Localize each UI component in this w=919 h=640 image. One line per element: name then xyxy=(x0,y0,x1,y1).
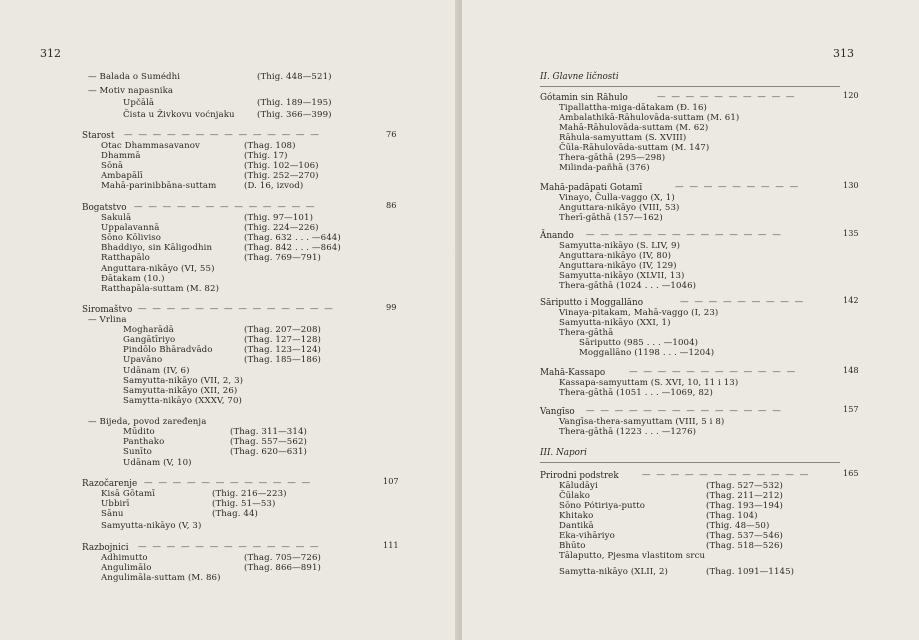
section-title: Prirodni podstrek xyxy=(540,471,619,481)
entry-line: Vinayo, Čulla-vaggo (X, 1) xyxy=(559,193,675,203)
entry-line: Moggallāno (1198 . . . —1204) xyxy=(579,348,715,358)
section-title: Sāriputto i Moggallāno xyxy=(540,298,644,308)
entry-line: Anguttara-nikāyo (IV, 129) xyxy=(559,261,677,271)
leader-dashes: — — — — — — — — — — — — xyxy=(629,367,797,377)
entry-name: Sunīto xyxy=(123,447,152,457)
leader-dashes: — — — — — — — — — — — — xyxy=(642,470,810,480)
entry-line: Samytta-nikāyo (XXXV, 70) xyxy=(123,396,242,406)
entry-line: Ratthapāla-suttam (M. 82) xyxy=(101,284,220,294)
entry-name: Čūlako xyxy=(559,491,590,501)
entry-line: Milinda-pañhā (376) xyxy=(559,163,650,173)
entry-ref: (Thig. 366—399) xyxy=(257,110,332,120)
entry-line: Thera-gāthā xyxy=(559,328,614,338)
entry-line: Anguttara-nikāyo (VI, 55) xyxy=(101,264,215,274)
entry-name: Kāludāyi xyxy=(559,481,598,491)
section-page: 76 xyxy=(386,129,397,139)
entry-ref: (Thig. 448—521) xyxy=(257,72,332,82)
entry-ref: (Thag. 557—562) xyxy=(230,437,307,447)
entry-name: Sōno Kōliviso xyxy=(101,233,162,243)
entry-name: Angulimālo xyxy=(101,563,152,573)
section-title: Bogatstvo xyxy=(82,203,127,213)
entry-ref: (D. 16, izvod) xyxy=(244,181,304,191)
entry-name: Dantikā xyxy=(559,521,594,531)
entry-line: Sāriputto (985 . . . —1004) xyxy=(579,338,699,348)
entry-line: Kassapa-samyuttam (S. XVI, 10, 11 i 13) xyxy=(559,378,739,388)
entry-ref: (Thig. 252—270) xyxy=(244,171,319,181)
entry-ref: (Thag. 104) xyxy=(706,511,758,521)
entry-line: Vinaya-pitakam, Mahā-vaggo (I, 23) xyxy=(559,308,719,318)
section-page: 135 xyxy=(843,228,859,238)
entry-ref: (Thag. 537—546) xyxy=(706,531,783,541)
entry-line: Udānam (IV, 6) xyxy=(123,366,190,376)
leader-dashes: — — — — — — — — — — — — xyxy=(144,478,312,488)
entry-name: Mahā-parinibbāna-suttam xyxy=(101,181,217,191)
entry-line: Ambalathikā-Rāhulovāda-suttam (M. 61) xyxy=(559,113,740,123)
leader-dashes: — — — — — — — — — — — — — — xyxy=(124,130,321,140)
entry-ref: (Thag. 311—314) xyxy=(230,427,307,437)
leader-dashes: — — — — — — — — — — xyxy=(657,92,797,102)
entry-line: Čista u Živkovu voćnjaku xyxy=(123,110,235,120)
entry-ref: (Thag. 518—526) xyxy=(706,541,783,551)
entry-ref: (Thag. 632 . . . —644) xyxy=(244,233,341,243)
entry-line: Samyutta-nikāyo (XXI, 1) xyxy=(559,318,671,328)
section-title: Mahā-Kassapo xyxy=(540,368,606,378)
entry-ref: (Thig. 189—195) xyxy=(257,98,332,108)
entry-name: Ubbirī xyxy=(101,499,130,509)
entry-ref: (Thag. 211—212) xyxy=(706,491,783,501)
leader-dashes: — — — — — — — — — xyxy=(680,297,805,307)
heading-rule xyxy=(540,462,840,463)
section-title: Gótamin sin Rāhulo xyxy=(540,93,628,103)
entry-ref: (Thag. 185—186) xyxy=(244,355,321,365)
entry-name: Sōno Pótiriya-putto xyxy=(559,501,646,511)
entry-ref: (Thig. 51—53) xyxy=(212,499,276,509)
entry-line: Rāhula-samyuttam (S. XVIII) xyxy=(559,133,687,143)
entry-line: Angulimāla-suttam (M. 86) xyxy=(101,573,221,583)
section-page: 107 xyxy=(383,476,399,486)
section-title: Starost xyxy=(82,131,115,141)
entry-line: Thera-gāthā (1223 . . . —1276) xyxy=(559,427,697,437)
page-number: 312 xyxy=(40,47,61,60)
section-heading: III. Napori xyxy=(540,448,587,458)
heading-rule xyxy=(540,86,840,87)
leader-dashes: — — — — — — — — — — — — — xyxy=(134,202,316,212)
entry-name: Adhimutto xyxy=(101,553,148,563)
entry-name: Sōnā xyxy=(101,161,124,171)
section-title: Ānando xyxy=(540,231,574,241)
entry-name: Ratthapālo xyxy=(101,253,150,263)
section-title: Razočarenje xyxy=(82,479,138,489)
section-page: 142 xyxy=(843,295,859,305)
entry-line: — Balada o Sumédhi xyxy=(88,72,181,82)
entry-line: Samyutta-nikāyo (XII, 26) xyxy=(123,386,238,396)
entry-name: Bhūto xyxy=(559,541,586,551)
entry-line: Tipallattha-miga-dātakam (Ð. 16) xyxy=(559,103,707,113)
entry-ref: (Thag. 207—208) xyxy=(244,325,321,335)
section-title: Vangīso xyxy=(540,407,575,417)
entry-line: Ðātakam (10.) xyxy=(101,274,165,284)
section-title: Siromaštvo xyxy=(82,305,133,315)
entry-ref: (Thig. 48—50) xyxy=(706,521,770,531)
entry-line: Mahā-Rāhulovāda-suttam (M. 62) xyxy=(559,123,709,133)
entry-ref: (Thag. 123—124) xyxy=(244,345,321,355)
left-page xyxy=(0,0,458,640)
entry-name: Ambapālī xyxy=(101,171,143,181)
section-heading: II. Glavne ličnosti xyxy=(540,72,619,82)
section-page: 130 xyxy=(843,180,859,190)
entry-ref: (Thig. 97—101) xyxy=(244,213,314,223)
entry-line: Samyutta-nikāyo (S. LIV, 9) xyxy=(559,241,681,251)
entry-name: Pindōlo Bhāradvādo xyxy=(123,345,213,355)
entry-ref: (Thag. 842 . . . —864) xyxy=(244,243,341,253)
leader-dashes: — — — — — — — — — — — — — — xyxy=(138,304,335,314)
entry-name: Mogharādā xyxy=(123,325,174,335)
entry-name: Dhammā xyxy=(101,151,141,161)
entry-line: Samyutta-nikāyo (XLVII, 13) xyxy=(559,271,685,281)
leader-dashes: — — — — — — — — — — — — — — xyxy=(586,230,783,240)
entry-line: Tālaputto, Pjesma vlastitom srcu xyxy=(559,551,706,561)
entry-ref: (Thag. 769—791) xyxy=(244,253,321,263)
entry-ref: (Thag. 193—194) xyxy=(706,501,783,511)
section-page: 157 xyxy=(843,404,859,414)
entry-name: Sānu xyxy=(101,509,124,519)
entry-line: Čūla-Rāhulovāda-suttam (M. 147) xyxy=(559,143,710,153)
subsection-title: — Vrlina xyxy=(88,315,127,325)
entry-ref: (Thag. 527—532) xyxy=(706,481,783,491)
section-title: Razbojnici xyxy=(82,543,129,553)
entry-line: Upčālā xyxy=(123,98,155,108)
entry-name: Eka-vihāriyo xyxy=(559,531,615,541)
entry-line: Thera-gāthā (1024 . . . —1046) xyxy=(559,281,697,291)
entry-name: Mūdito xyxy=(123,427,155,437)
section-page: 99 xyxy=(386,302,397,312)
section-page: 120 xyxy=(843,90,859,100)
section-page: 111 xyxy=(383,540,399,550)
entry-name: Bhaddiyo, sin Kāligodhin xyxy=(101,243,213,253)
section-page: 165 xyxy=(843,468,859,478)
page-number: 313 xyxy=(833,47,854,60)
entry-ref: (Thag. 44) xyxy=(212,509,258,519)
entry-name: Khitako xyxy=(559,511,594,521)
entry-line: Anguttara-nikāyo (IV, 80) xyxy=(559,251,672,261)
entry-ref: (Thig. 224—226) xyxy=(244,223,319,233)
entry-line: — Motiv napasnika xyxy=(88,86,174,96)
entry-ref: (Thag. 1091—1145) xyxy=(706,567,795,577)
entry-name: Gangātīriyo xyxy=(123,335,176,345)
entry-ref: (Thag. 108) xyxy=(244,141,296,151)
entry-ref: (Thag. 705—726) xyxy=(244,553,321,563)
entry-ref: (Thag. 620—631) xyxy=(230,447,307,457)
section-title: Mahā-padāpati Gotamī xyxy=(540,183,643,193)
entry-line: Samyutta-nikāyo (V, 3) xyxy=(101,521,202,531)
entry-name: Sakulā xyxy=(101,213,132,223)
section-page: 86 xyxy=(386,200,397,210)
entry-name: Uppalavannā xyxy=(101,223,160,233)
entry-name: Kisā Gōtamī xyxy=(101,489,156,499)
entry-line: Vangīsa-thera-samyuttam (VIII, 5 i 8) xyxy=(559,417,725,427)
entry-line: Udānam (V, 10) xyxy=(123,458,192,468)
entry-name: Panthako xyxy=(123,437,165,447)
entry-ref: (Thig. 216—223) xyxy=(212,489,287,499)
leader-dashes: — — — — — — — — — xyxy=(675,182,800,192)
entry-line: Therī-gāthā (157—162) xyxy=(559,213,663,223)
subsection-title: — Bijeda, povod zaređenja xyxy=(88,417,207,427)
leader-dashes: — — — — — — — — — — — — — — xyxy=(586,406,783,416)
section-page: 148 xyxy=(843,365,859,375)
entry-name: Upavāno xyxy=(123,355,163,365)
entry-ref: (Thag. 866—891) xyxy=(244,563,321,573)
right-page xyxy=(462,0,919,640)
entry-line: Anguttara-nikāyo (VIII, 53) xyxy=(559,203,680,213)
entry-line: Thera-gāthā (1051 . . . —1069, 82) xyxy=(559,388,713,398)
entry-name: Otac Dhammasavanov xyxy=(101,141,201,151)
entry-ref: (Thig. 17) xyxy=(244,151,288,161)
entry-ref: (Thag. 127—128) xyxy=(244,335,321,345)
leader-dashes: — — — — — — — — — — — — — xyxy=(138,542,320,552)
entry-ref: (Thig. 102—106) xyxy=(244,161,319,171)
entry-name: Samytta-nikāyo (XLII, 2) xyxy=(559,567,668,577)
entry-line: Samyutta-nikāyo (VII, 2, 3) xyxy=(123,376,244,386)
entry-line: Thera-gāthā (295—298) xyxy=(559,153,666,163)
